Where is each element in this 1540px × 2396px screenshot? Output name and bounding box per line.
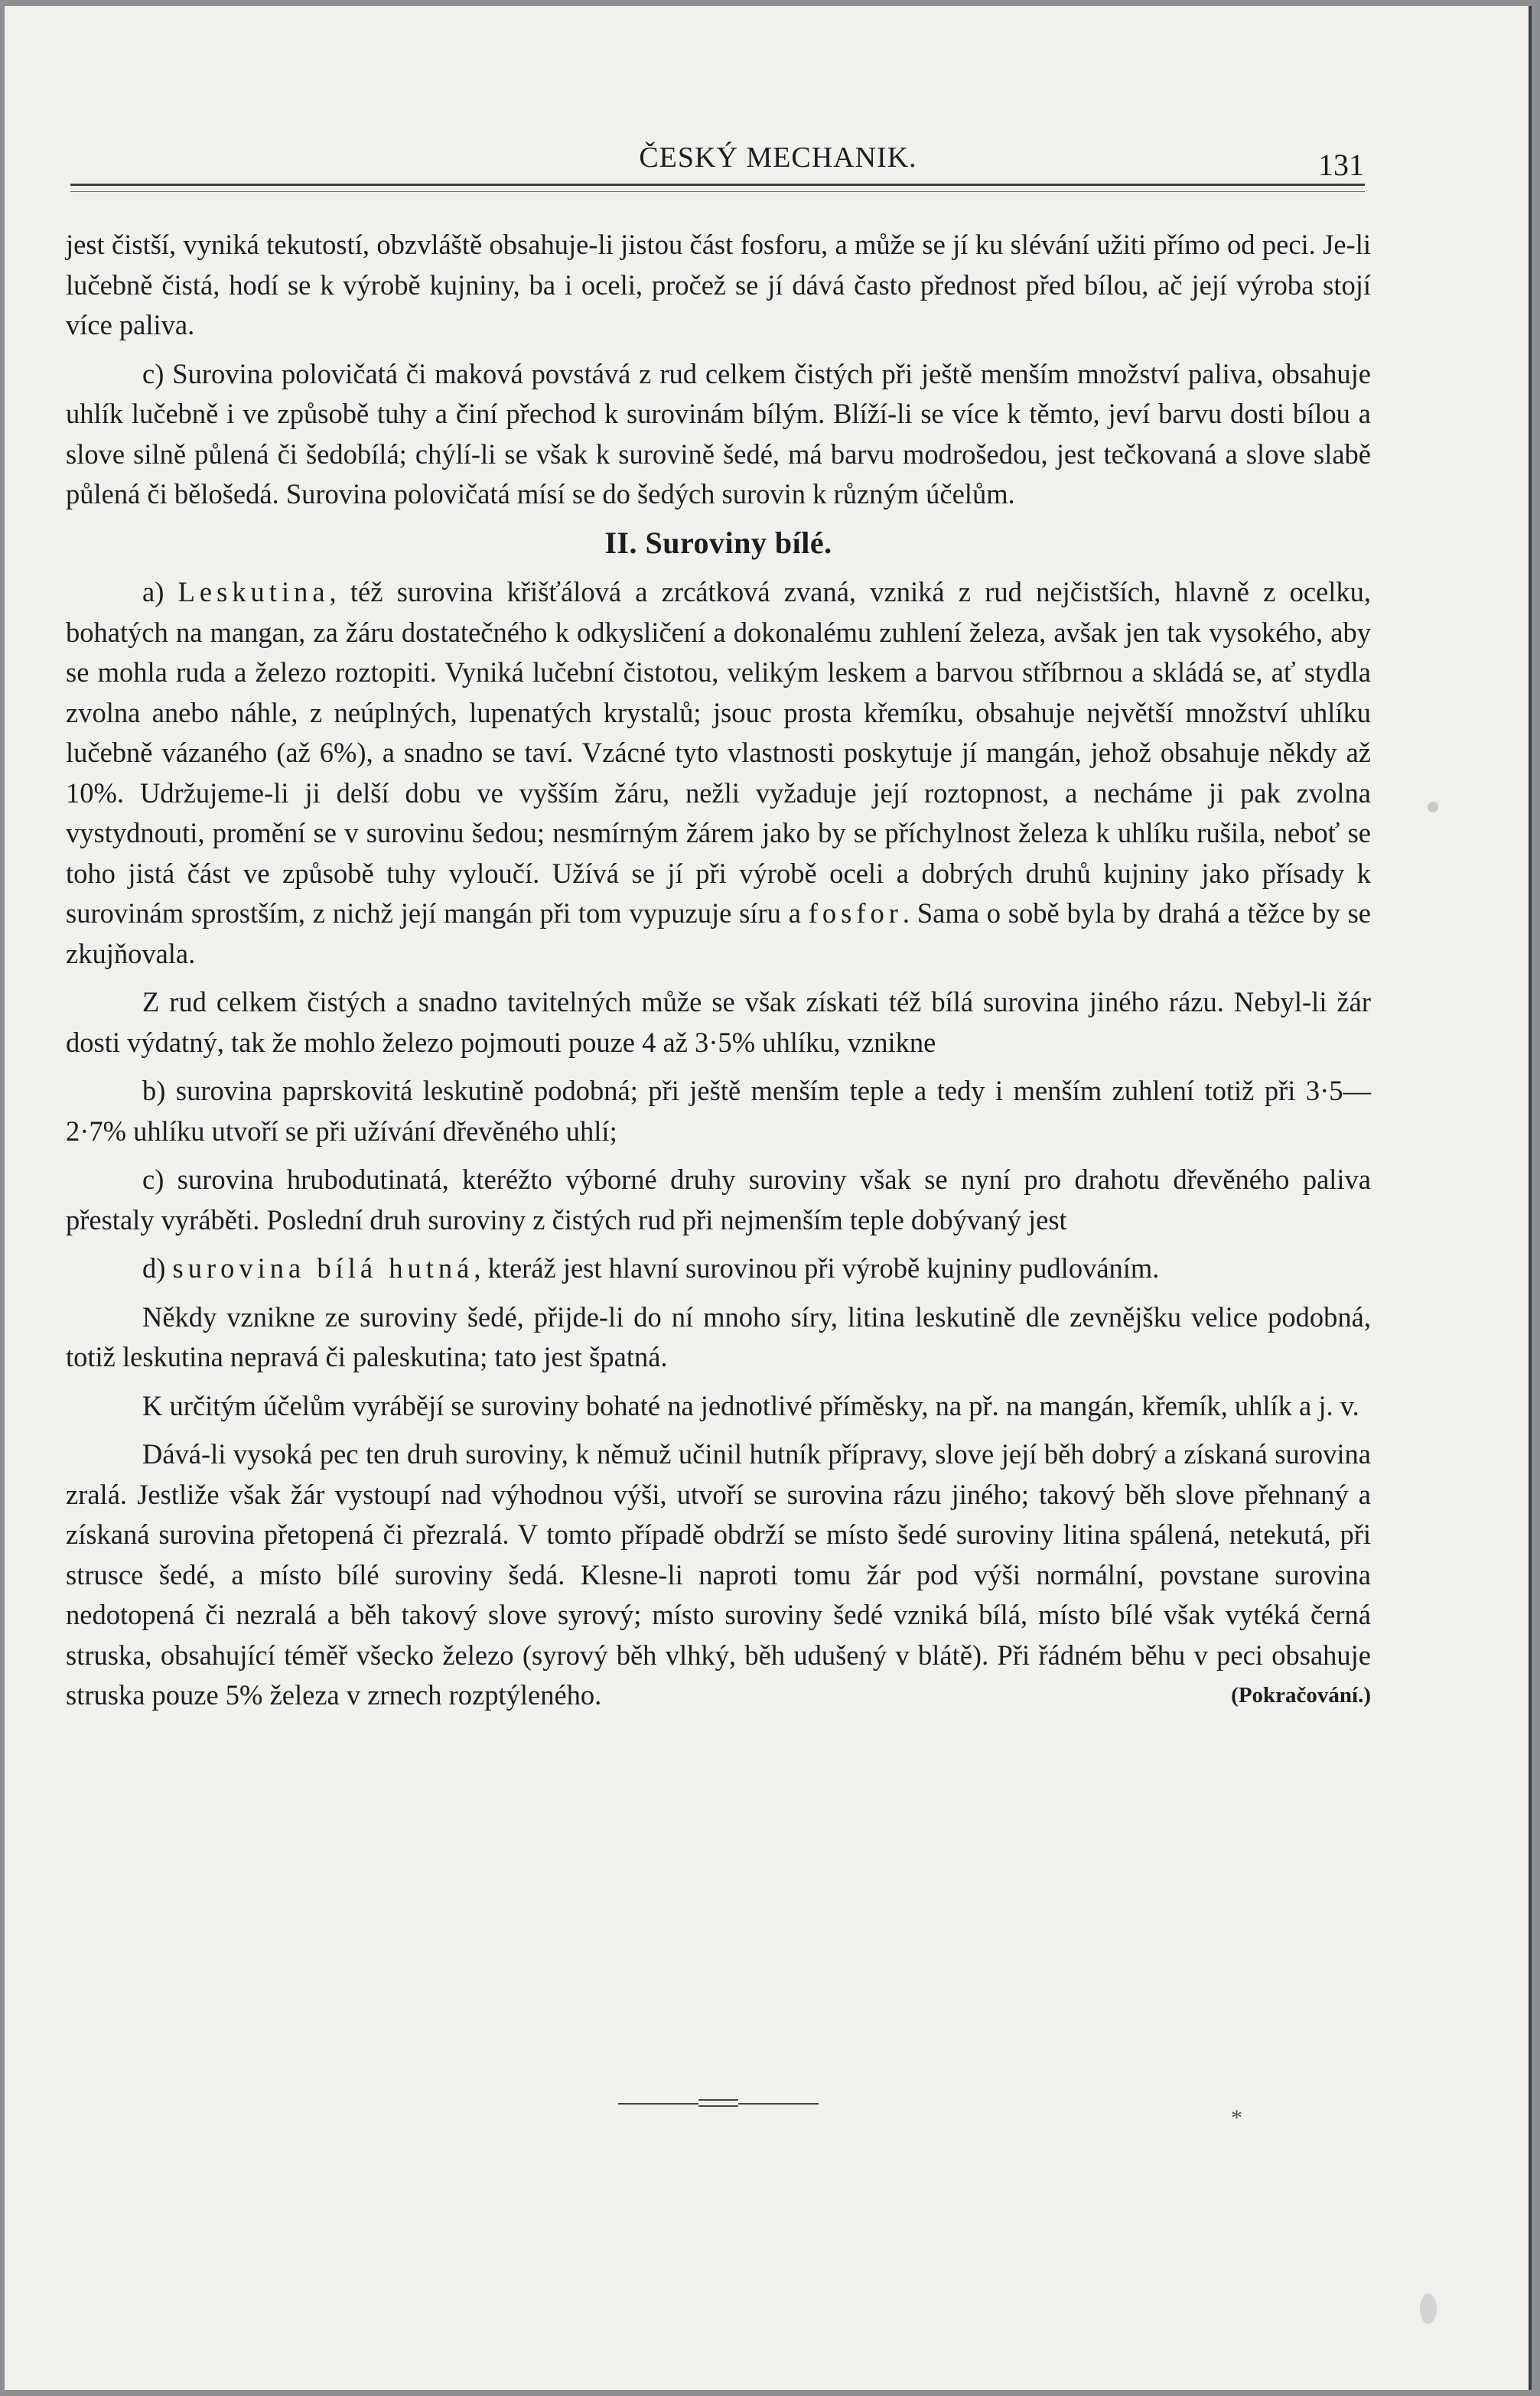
paragraph xyxy=(66,572,1371,974)
paragraph-text: , též surovina křišťálová a zrcátková zvaná, vzniká z rud nejčistších, hlavně z ocelku, bohatých na mangan, za žáru dostatečného k odkysličení a dokonalému zuhlení železa, avšak jen tak vysokého, aby se mohla ruda a železo roztopiti. Vyniká lučební čistotou, velikým leskem a barvou stříbrnou a skládá se, ať stydla zvolna anebo náhle, z neúplných, lupenatých krystalů; jsouc prosta křemíku, obsahuje největší množství uhlíku lučebně vázaného (až 6%), a snadno se taví. Vzácné tyto vlastnosti poskytuje jí mangán, jehož obsahuje někdy až 10%. Udržujeme-li ji delší dobu ve vyšším žáru, nežli vyžaduje její roztopnost, a necháme ji pak zvolna vystydnouti, promění se v surovinu šedou; nesmírným žárem jako by se příchylnost železa k uhlíku rušila, neboť se toho jistá část ve způsobě tuhy vyloučí. Užívá se jí při výrobě oceli a dobrých druhů kujniny jako přísady k surovinám sprostším, z nichž její mangán při tom vypuzuje síru a xyxy=(66,576,1371,929)
end-ornament xyxy=(618,2099,819,2108)
paragraph xyxy=(66,1248,1371,1289)
paragraph: c) Surovina polovičatá či maková povstává z rud celkem čistých při ještě menším množství paliva, obsahuje uhlík lučebně i ve způsobě tuhy a činí přechod k surovinám bílým. Blíží-li se více k těmto, jeví barvu dosti bílou a slove silně půlená či šedobílá; chýlí-li se však k surovině šedé, má barvu modrošedou, jest tečkovaná a slove slabě půlená či bělošedá. Surovina polovičatá mísí se do šedých surovin k různým účelům. xyxy=(66,357,1371,509)
term-surovina-bila-hutna: surovina bílá hutná xyxy=(172,1252,474,1284)
paragraph: Někdy vznikne ze suroviny šedé, přijde-li do ní mnoho síry, litina leskutině dle zevnějšku velice podobná, totiž leskutina nepravá či paleskutina; tato jest špatná. xyxy=(66,1301,1371,1372)
paper-spot xyxy=(1420,2293,1437,2324)
header-rule-thin xyxy=(70,191,1365,192)
body-text xyxy=(66,225,1371,1724)
paragraph: b) surovina paprskovitá leskutině podobná; při ještě menším teple a tedy i menším zuhlení totiž při 3·5—2·7% uhlíku utvoří se při užívání dřevěného uhlí; xyxy=(66,1075,1371,1147)
ornament-center xyxy=(698,2099,738,2107)
page-header xyxy=(5,135,1529,181)
paragraph: Z rud celkem čistých a snadno tavitelných může se však získati též bílá surovina jiného rázu. Nebyl-li žár dosti výdatný, tak že mohlo železo pojmouti pouze 4 až 3·5% uhlíku, vznikne xyxy=(66,986,1371,1058)
paragraph xyxy=(66,1434,1371,1716)
item-prefix: d) xyxy=(142,1252,173,1284)
continued-note: (Pokračování.) xyxy=(1231,1683,1371,1707)
term-fosfor: fosfor xyxy=(808,897,903,929)
paragraph-text: , kteráž jest hlavní surovinou při výrobě kujniny pudlováním. xyxy=(474,1252,1160,1284)
paragraph: jest čistší, vyniká tekutostí, obzvláště obsahuje-li jistou část fosforu, a může se jí ku slévání užiti přímo od peci. Je-li lučebně čistá, hodí se k výrobě kujniny, ba i oceli, pročež se jí dává často přednost před bílou, ač její výroba stojí více paliva. xyxy=(66,229,1371,340)
page xyxy=(5,6,1532,2390)
paragraph: c) surovina hrubodutinatá, kteréžto výborné druhy suroviny však se nyní pro drahotu dřevěného paliva přestaly vyráběti. Poslední druh suroviny z čistých rud při nejmenším teple dobývaný jest xyxy=(66,1164,1371,1235)
section-heading: II. Suroviny bílé. xyxy=(604,525,832,560)
paragraph: K určitým účelům vyrábějí se suroviny bohaté na jednotlivé příměsky, na př. na mangán, křemík, uhlík a j. v. xyxy=(142,1389,1359,1421)
item-prefix: a) xyxy=(142,576,178,607)
running-title: ČESKÝ MECHANIK. xyxy=(639,142,917,174)
paragraph-text: Dává-li vysoká pec ten druh suroviny, k němuž učinil hutník přípravy, slove její běh dobrý a získaná surovina zralá. Jestliže však žár vystoupí nad výhodnou výši, utvoří se surovina rázu jiného; takový běh slove přehnaný a získaná surovina přetopená či přezralá. V tomto případě obdrží se místo šedé suroviny litina spálená, netekutá, při strusce šedé, a místo bílé suroviny šedá. Klesne-li naproti tomu žár pod výši normální, povstane surovina nedotopená či nezralá a běh takový slove syrový; místo suroviny šedé vzniká bílá, místo bílé však vytéká černá struska, obsahující téměř všecko železo (syrový běh vlhký, běh udušený v blátě). Při řádném běhu v peci obsahuje struska pouze 5% železa v zrnech rozptýleného. xyxy=(66,1438,1371,1711)
asterisk-mark: * xyxy=(1231,2105,1242,2131)
paragraph-text: . Sama o sobě byla by drahá a těžce by se zkujňovala. xyxy=(66,897,1371,969)
term-leskutina: Leskutina xyxy=(177,576,330,607)
paper-spot xyxy=(1428,802,1438,812)
page-number: 131 xyxy=(1318,148,1364,182)
header-rule xyxy=(70,184,1365,186)
